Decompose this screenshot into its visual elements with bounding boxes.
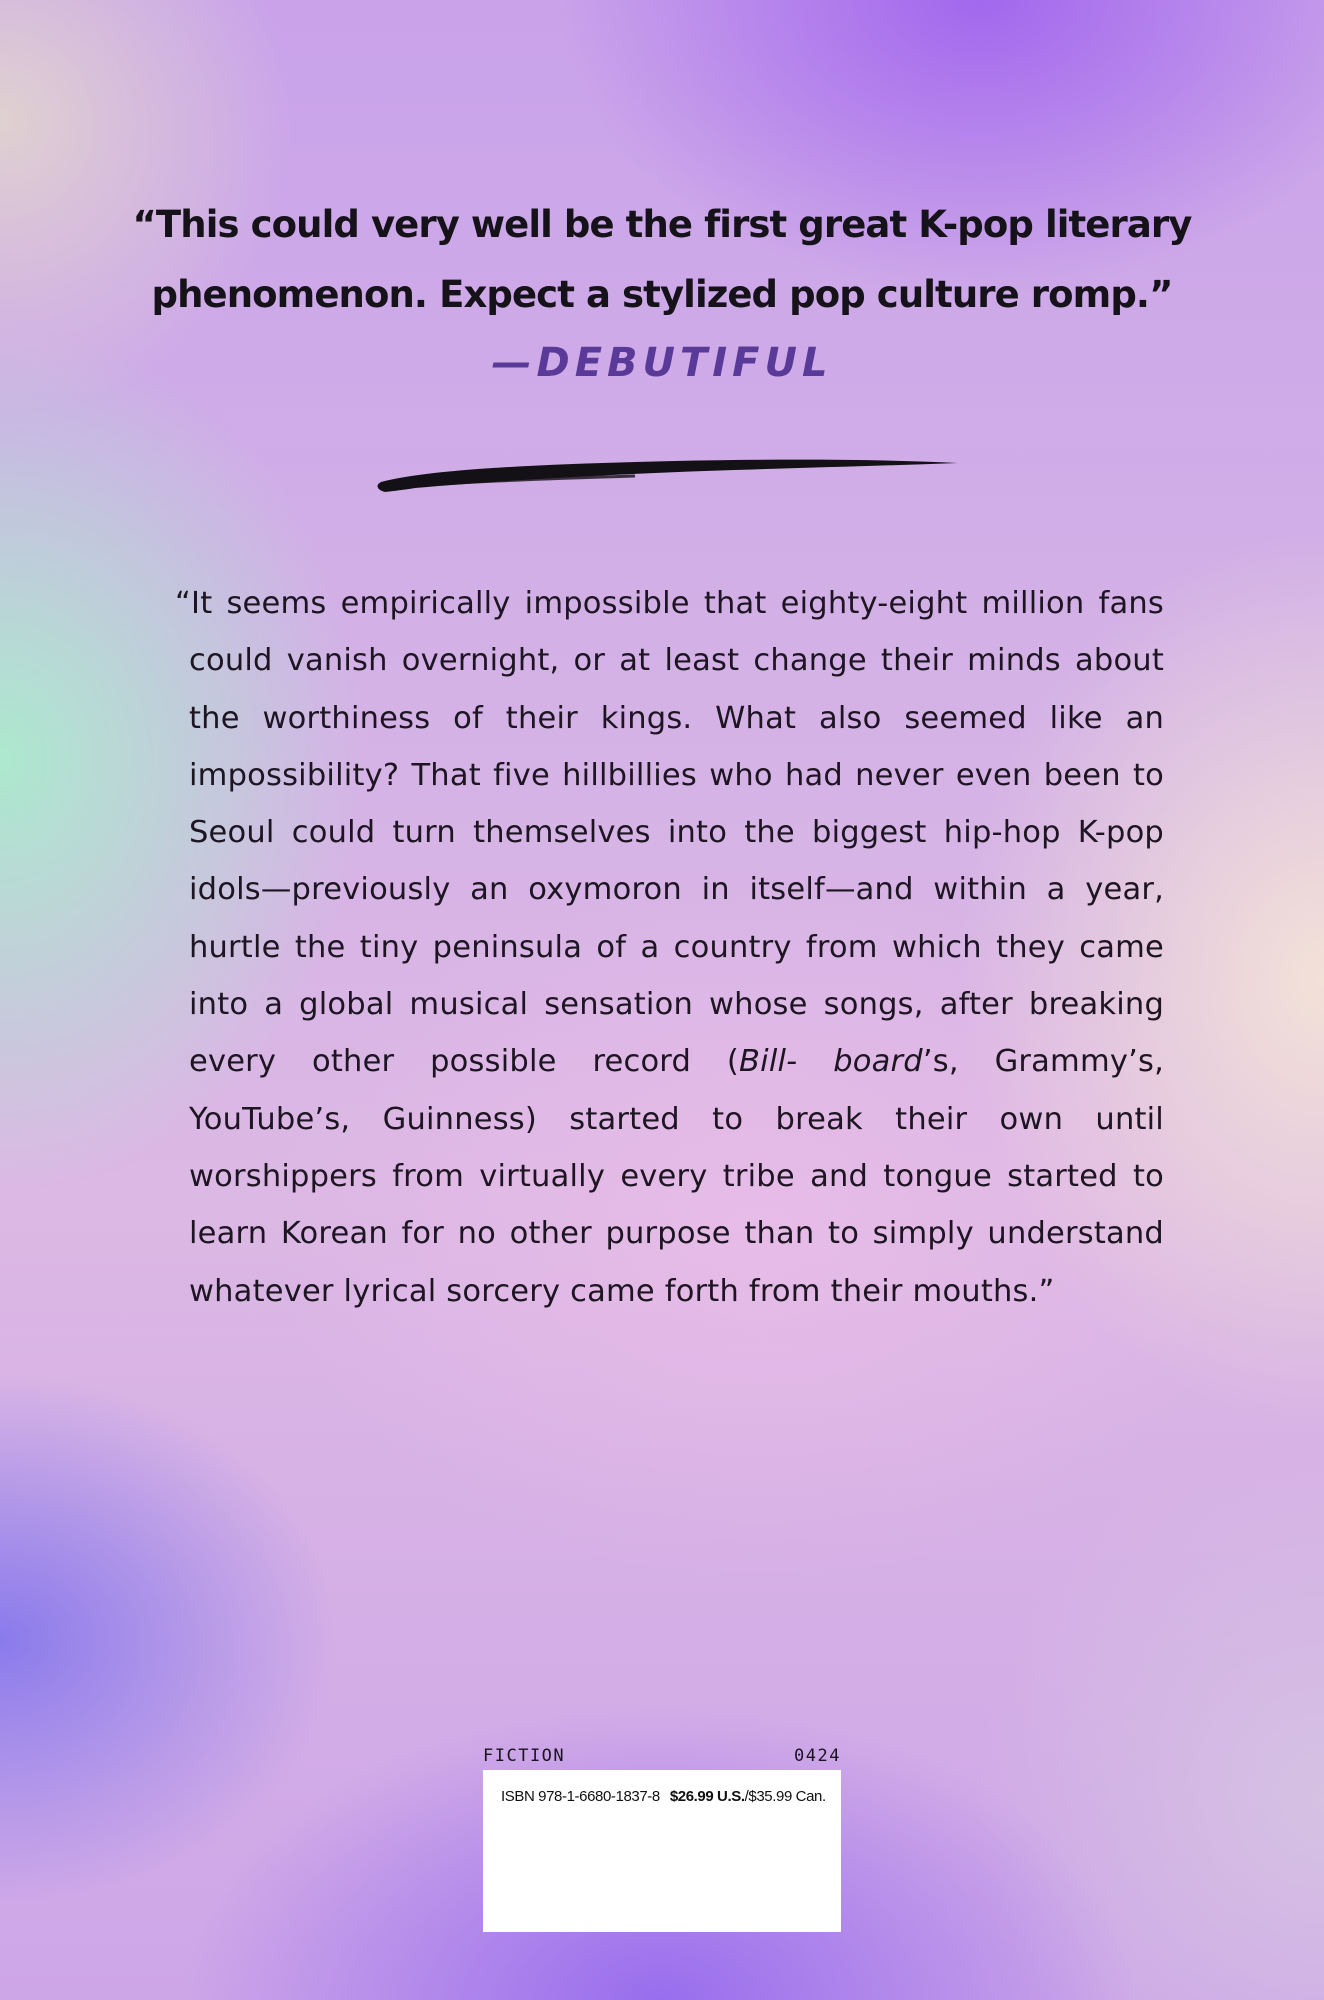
isbn-number: ISBN 978-1-6680-1837-8 bbox=[501, 1788, 660, 1805]
excerpt-text-1: “It seems empirically impossible that eighty-eight million fans could vanish overnight, or at least change their minds about the worthiness of their kings. What also seemed like an impossibility? That five hillbillies who had never even been to Seoul could turn themselves into the biggest hip-hop K-pop idols—previously an oxymoron in itself—and within a year, hurtle the tiny peninsula of a country from which they came into a global musical sensation whose songs, after breaking every other possible record ( bbox=[175, 586, 1164, 1080]
isbn-price-line bbox=[501, 1788, 826, 1805]
review-source: —DEBUTIFUL bbox=[491, 340, 833, 386]
review-quote-line-1: “This could very well be the first great K-pop literary bbox=[132, 203, 1192, 246]
price-us: $26.99 U.S. bbox=[669, 1788, 745, 1805]
barcode-box bbox=[483, 1770, 841, 1932]
excerpt-italic-billboard: Bill- board bbox=[739, 1044, 923, 1080]
review-quote-line-2: phenomenon. Expect a stylized pop culture romp.” bbox=[151, 273, 1173, 316]
price-separator: / bbox=[744, 1788, 749, 1805]
review-quote bbox=[60, 190, 1264, 330]
price-canada: $35.99 Can. bbox=[748, 1788, 826, 1805]
excerpt-text-2: ’s, Grammy’s, YouTube’s, Guinness) started to break their own until worshippers from virtually every tribe and tongue started to learn Korean for no other purpose than to simply understand whatever lyrical sorcery came forth from their mouths.” bbox=[189, 1044, 1164, 1309]
genre-label: FICTION bbox=[483, 1746, 566, 1766]
catalog-code: 0424 bbox=[794, 1746, 841, 1766]
book-excerpt bbox=[175, 575, 1164, 1320]
brush-stroke-divider bbox=[375, 452, 960, 496]
